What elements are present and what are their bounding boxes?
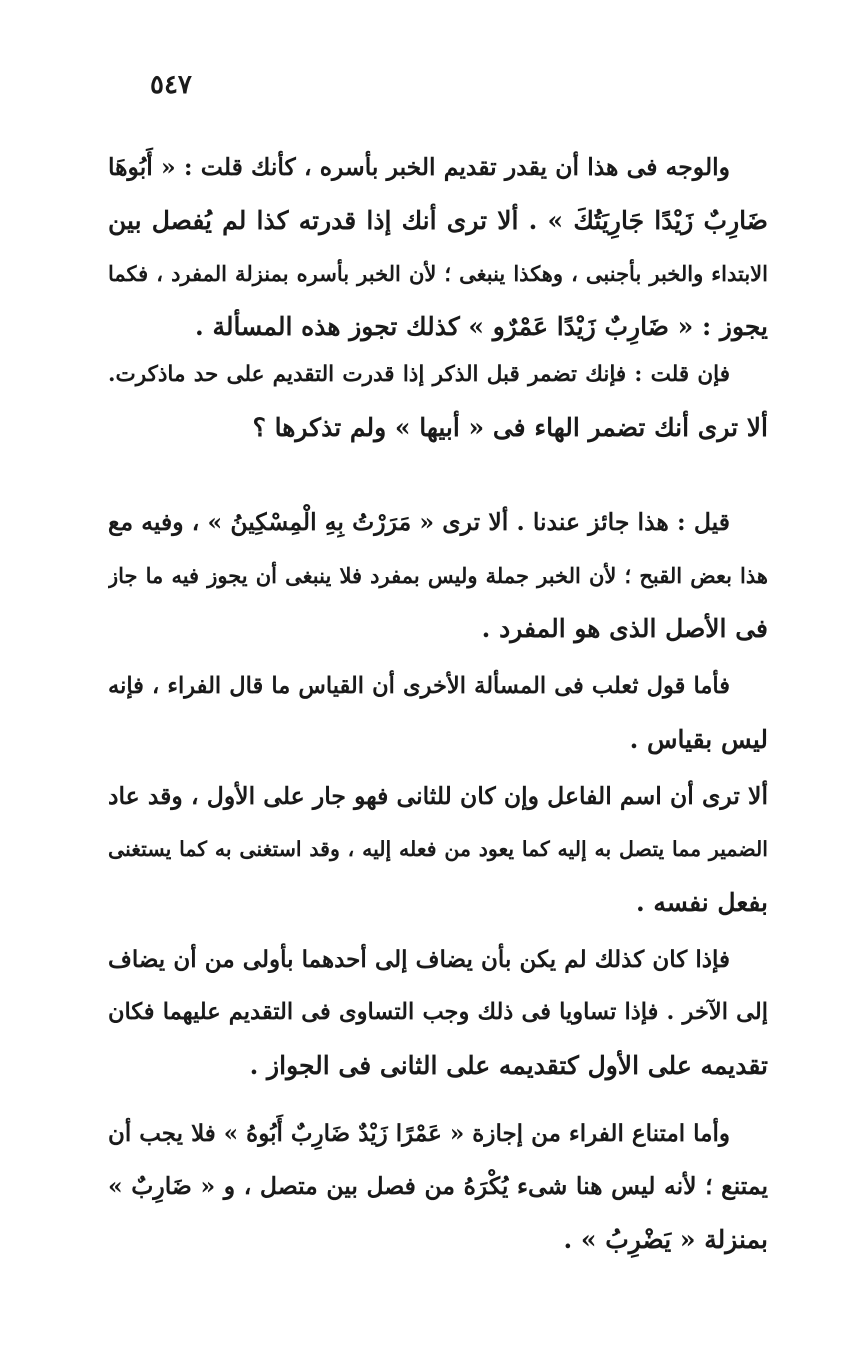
text-line: يمتنع ؛ لأنه ليس هنا شىء يُكْرَهُ من فصل بين متصل ، و « ضَارِبٌ » (108, 1172, 768, 1200)
paragraph-3 (108, 496, 768, 655)
text-line: فإذا كان كذلك لم يكن بأن يضاف إلى أحدهما بأولى من أن يضاف (108, 946, 730, 973)
text-line: هذا بعض القبح ؛ لأن الخبر جملة وليس بمفرد فلا ينبغى أن يجوز فيه ما جاز (108, 563, 768, 588)
text-line: يجوز : « ضَارِبٌ زَيْدًا عَمْرٌو » كذلك تجوز هذه المسألة . (195, 312, 768, 341)
text-line: بفعل نفسه . (635, 888, 768, 917)
paragraph-1 (108, 141, 768, 353)
paragraph-2 (108, 348, 768, 454)
paragraph-6 (108, 933, 768, 1092)
paragraph-7 (108, 1107, 768, 1266)
text-line: الضمير مما يتصل به إليه كما يعود من فعله إليه ، وقد استغنى به كما يستغنى (108, 837, 768, 861)
paragraph-4 (108, 660, 768, 766)
text-line: فأما قول ثعلب فى المسألة الأخرى أن القياس ما قال الفراء ، فإنه (108, 673, 730, 699)
text-line: تقديمه على الأول كتقديمه على الثانى فى الجواز . (249, 1051, 768, 1080)
text-line: وأما امتناع الفراء من إجازة « عَمْرًا زَيْدٌ ضَارِبٌ أَبُوهُ » فلا يجب أن (108, 1120, 730, 1147)
text-line: ألا ترى أنك تضمر الهاء فى « أبيها » ولم تذكرها ؟ (252, 413, 768, 442)
text-line: والوجه فى هذا أن يقدر تقديم الخبر بأسره ، كأنك قلت : « أَبُوهَا (108, 153, 730, 181)
text-line: فى الأصل الذى هو المفرد . (481, 614, 768, 643)
text-line: ضَارِبٌ زَيْدًا جَارِيَتُكَ » . ألا ترى أنك إذا قدرته كذا لم يُفصل بين (108, 206, 768, 235)
text-line: فإن قلت : فإنك تضمر قبل الذكر إذا قدرت التقديم على حد ماذكرت. (108, 362, 730, 387)
text-line: قيل : هذا جائز عندنا . ألا ترى « مَرَرْتُ بِهِ الْمِسْكِينُ » ، وفيه مع (108, 508, 730, 536)
text-line: ليس بقياس . (629, 725, 768, 754)
page-number: ٥٤٧ (150, 70, 192, 100)
text-line: ألا ترى أن اسم الفاعل وإن كان للثانى فهو جار على الأول ، وقد عاد (108, 782, 768, 810)
text-line: الابتداء والخبر بأجنبى ، وهكذا ينبغى ؛ لأن الخبر بأسره بمنزلة المفرد ، فكما (108, 261, 768, 286)
text-line: بمنزلة « يَضْرِبُ » . (563, 1225, 768, 1254)
paragraph-5 (108, 770, 768, 929)
text-line: إلى الآخر . فإذا تساويا فى ذلك وجب التساوى فى التقديم عليهما فكان (108, 999, 768, 1025)
